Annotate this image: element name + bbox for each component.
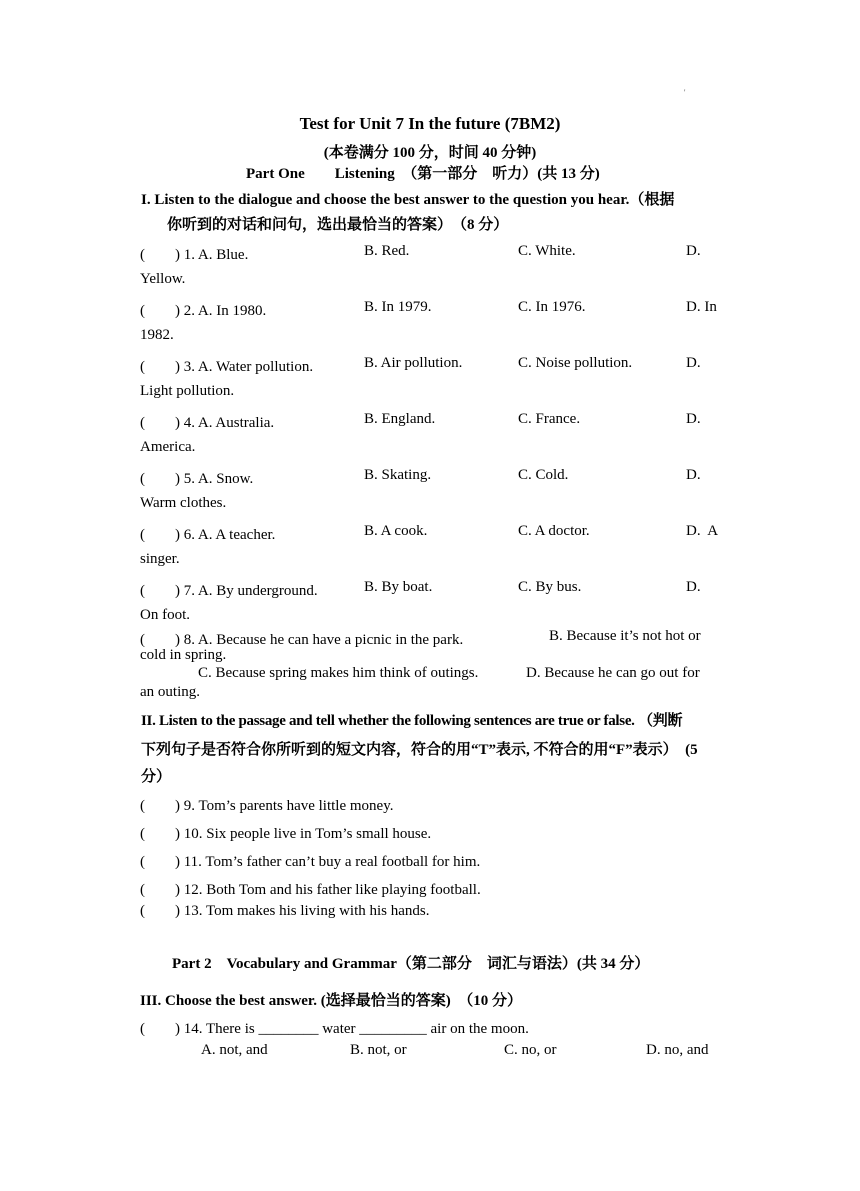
question-2-option-d: D. In [686, 299, 717, 315]
question-2-option-c: C. In 1976. [518, 299, 586, 315]
question-7-option-d: D. [686, 579, 701, 595]
question-5-option-b: B. Skating. [364, 467, 432, 483]
section-1-heading: I. Listen to the dialogue and choose the best answer to the question you hear.（根据 [141, 192, 675, 208]
question-8-option-b: B. Because it’s not hot or [549, 628, 701, 644]
question-4-option-a: ( ) 4. A. Australia. [140, 415, 275, 431]
question-3-option-c: C. Noise pollution. [518, 355, 633, 371]
question-6-option-d: D. A [686, 523, 719, 539]
section-2-heading-cont: 下列句子是否符合你所听到的短文内容，符合的用“T”表示, 不符合的用“F”表示） (5 [141, 742, 698, 758]
question-3-option-d: D. [686, 355, 701, 371]
section-1-heading-cont: 你听到的对话和问句，选出最恰当的答案） （8 分） [167, 217, 509, 233]
section-2-heading-end: 分） [141, 769, 172, 785]
question-7-option-c: C. By bus. [518, 579, 582, 595]
part-one-heading: Part One Listening （第一部分 听力）(共 13 分) [246, 166, 600, 182]
section-3-heading: III. Choose the best answer. (选择最恰当的答案) （10 分） [140, 993, 522, 1009]
question-14-option-a: A. not, and [201, 1042, 268, 1058]
question-5-option-d-cont: Warm clothes. [140, 495, 227, 511]
question-5-option-c: C. Cold. [518, 467, 569, 483]
question-8-option-c: C. Because spring makes him think of outings. [198, 665, 479, 681]
question-8-option-d: D. Because he can go out for [526, 665, 700, 681]
statement-10: ( ) 10. Six people live in Tom’s small house. [140, 826, 432, 842]
question-1-option-a: ( ) 1. A. Blue. [140, 247, 249, 263]
question-5-option-d: D. [686, 467, 701, 483]
question-14-stem: ( ) 14. There is ________ water _________ air on the moon. [140, 1021, 529, 1037]
question-2-option-a: ( ) 2. A. In 1980. [140, 303, 267, 319]
question-3-option-b: B. Air pollution. [364, 355, 463, 371]
question-7-option-d-cont: On foot. [140, 607, 190, 623]
question-14-option-c: C. no, or [504, 1042, 557, 1058]
question-4-option-b: B. England. [364, 411, 436, 427]
question-6-option-b: B. A cook. [364, 523, 428, 539]
question-1-option-d-cont: Yellow. [140, 271, 186, 287]
statement-9: ( ) 9. Tom’s parents have little money. [140, 798, 394, 814]
statement-11: ( ) 11. Tom’s father can’t buy a real football for him. [140, 854, 481, 870]
question-8-option-a: ( ) 8. A. Because he can have a picnic in the park. [140, 632, 464, 648]
question-1-option-d: D. [686, 243, 701, 259]
question-6-option-d-cont: singer. [140, 551, 180, 567]
question-7-option-a: ( ) 7. A. By underground. [140, 583, 318, 599]
question-1-option-b: B. Red. [364, 243, 410, 259]
corner-mark: ' [684, 88, 686, 97]
question-8-option-d-cont: an outing. [140, 684, 200, 700]
question-2-option-d-cont: 1982. [140, 327, 174, 343]
statement-13: ( ) 13. Tom makes his living with his hands. [140, 903, 430, 919]
question-2-option-b: B. In 1979. [364, 299, 432, 315]
question-8-option-b-cont: cold in spring. [140, 647, 227, 663]
question-6-option-a: ( ) 6. A. A teacher. [140, 527, 276, 543]
question-4-option-d-cont: America. [140, 439, 196, 455]
part-two-heading: Part 2 Vocabulary and Grammar（第二部分 词汇与语法）(共 34 分） [172, 956, 650, 972]
question-3-option-d-cont: Light pollution. [140, 383, 235, 399]
question-4-option-d: D. [686, 411, 701, 427]
section-2-heading: II. Listen to the passage and tell whether the following sentences are true or false. （判断 [141, 713, 683, 729]
page-subtitle: (本卷满分 100 分，时间 40 分钟) [323, 145, 537, 161]
question-3-option-a: ( ) 3. A. Water pollution. [140, 359, 314, 375]
question-14-option-b: B. not, or [350, 1042, 407, 1058]
question-1-option-c: C. White. [518, 243, 576, 259]
page-title: Test for Unit 7 In the future (7BM2) [299, 114, 561, 133]
statement-12: ( ) 12. Both Tom and his father like playing football. [140, 882, 481, 898]
question-4-option-c: C. France. [518, 411, 581, 427]
question-14-option-d: D. no, and [646, 1042, 709, 1058]
question-5-option-a: ( ) 5. A. Snow. [140, 471, 254, 487]
question-6-option-c: C. A doctor. [518, 523, 590, 539]
question-7-option-b: B. By boat. [364, 579, 433, 595]
